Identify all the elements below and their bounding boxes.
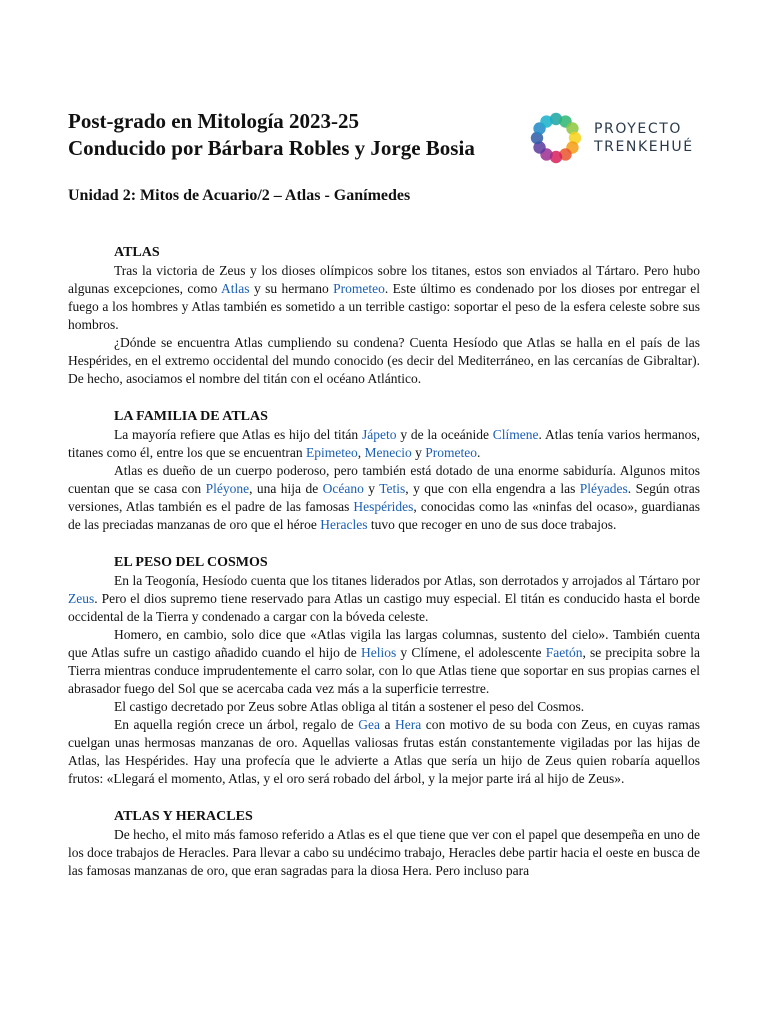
paragraph-text: . Según otras versiones, Atlas también es el padre de las famosas [68,481,700,514]
document-header [68,108,700,168]
section-heading: ATLAS [114,245,160,260]
logo-text-line-2: TRENKEHUÉ [594,139,694,155]
glossary-link[interactable]: Tetis [379,481,406,496]
paragraph [68,262,700,334]
paragraph-text: . [477,445,481,460]
paragraph-text: con motivo de su boda con Zeus, en cuyas ramas cuelgan unas hermosas manzanas de oro. Aquellas valiosas frutas están constantemente vigiladas por las hijas de Atlas, las Hespérides. Hay una profecía que le advierte a Atlas que sería un hijo de Zeus quien robaría aquellos frutos: «Llegará el momento, Atlas, y el oro será robado del árbol, y la mejor parte irá al hijo de Zeus». [68,717,700,786]
paragraph-text: a [379,717,395,732]
logo-text [594,120,694,156]
paragraph-text: , y que con ella engendra a las [405,481,580,496]
paragraph [68,334,700,388]
glossary-link[interactable]: Pléyades [579,481,628,496]
paragraph-text: , conocidas como las «ninfas del ocaso», guardianas de las preciadas manzanas de oro que el héroe [68,499,701,532]
title-line-1: Post-grado en Mitología 2023-25 [68,109,360,133]
section-heading: LA FAMILIA DE ATLAS [114,409,268,424]
glossary-link[interactable]: Prometeo [333,281,385,296]
glossary-link[interactable]: Hera [394,717,422,732]
paragraph-text: y [411,445,426,460]
section [68,408,700,534]
paragraph-text: y su hermano [249,281,334,296]
glossary-link[interactable]: Epimeteo [306,445,358,460]
logo-wheel-icon [528,110,584,166]
paragraph [68,716,700,788]
glossary-link[interactable]: Hespérides [353,499,414,514]
logo-dot [540,115,552,127]
paragraph-text: Tras la victoria de Zeus y los dioses olímpicos sobre los titanes, estos son enviados al Tártaro. Pero hubo algunas excepciones, como [68,263,700,296]
paragraph-text: De hecho, el mito más famoso referido a Atlas es el que tiene que ver con el papel que desempeña en uno de los doce trabajos de Heracles. Para llevar a cabo su undécimo trabajo, Heracles debe partir hacia el oeste en busca de las famosas manzanas de oro, que eran sagradas para la diosa Hera. Pero incluso para [68,827,700,878]
paragraph [68,462,700,534]
glossary-link[interactable]: Océano [322,481,364,496]
proyecto-trenkehue-logo [528,110,700,166]
logo-text-line-1: PROYECTO [594,121,682,137]
glossary-link[interactable]: Pléyone [205,481,250,496]
paragraph-text: y Clímene, el adolescente [396,645,546,660]
title-line-2: Conducido por Bárbara Robles y Jorge Bosia [68,136,475,160]
glossary-link[interactable]: Prometeo [425,445,478,460]
paragraph-text: , se precipita sobre la Tierra mientras conduce imprudentemente el carro solar, con lo que Atlas tiene que soportar en sus propias carnes el abrasador fuego del Sol que se acercaba cada vez más a la superficie terrestre. [68,645,700,696]
paragraph [68,626,700,698]
paragraph-text: tuvo que recoger en uno de sus doce trabajos. [367,517,617,532]
section-heading: EL PESO DEL COSMOS [114,555,268,570]
paragraph-text: . Atlas tenía varios hermanos, titanes como él, entre los que se encuentran [68,427,701,460]
paragraph-text: Homero, en cambio, solo dice que «Atlas vigila las largas columnas, sustento del cielo». También cuenta que Atlas sufre un castigo añadido cuando el hijo de [68,627,700,660]
document-page [68,108,700,900]
section [68,808,700,880]
glossary-link[interactable]: Clímene [492,427,539,442]
glossary-link[interactable]: Heracles [320,517,368,532]
paragraph-text: En aquella región crece un árbol, regalo de [114,717,359,732]
paragraph-text: Atlas es dueño de un cuerpo poderoso, pero también está dotado de una enorme sabiduría. Algunos mitos cuentan que se casa con [68,463,700,496]
paragraph-text: y [363,481,380,496]
glossary-link[interactable]: Helios [360,645,397,660]
section-heading: ATLAS Y HERACLES [114,809,253,824]
glossary-link[interactable]: Jápeto [362,427,397,442]
glossary-link[interactable]: Menecio [364,445,412,460]
section [68,554,700,788]
paragraph-text: , [357,445,365,460]
paragraph-text: El castigo decretado por Zeus sobre Atlas obliga al titán a sostener el peso del Cosmos. [114,699,585,714]
glossary-link[interactable]: Atlas [221,281,250,296]
paragraph [68,698,700,716]
paragraph-text: ¿Dónde se encuentra Atlas cumpliendo su condena? Cuenta Hesíodo que Atlas se halla en el país de las Hespérides, en el extremo occidental del mundo conocido (es decir del Mediterráneo, en las cercanías de Gibraltar). De hecho, asociamos el nombre del titán con el océano Atlántico. [68,335,700,386]
paragraph-text: . Este último es condenado por los dioses por entregar el fuego a los hombres y Atlas también es sometido a un terrible castigo: soportar el peso de la esfera celeste sobre sus hombros. [68,281,700,332]
paragraph-text: En la Teogonía, Hesíodo cuenta que los titanes liderados por Atlas, son derrotados y arrojados al Tártaro por [114,573,700,588]
glossary-link[interactable]: Gea [358,717,380,732]
paragraph [68,426,700,462]
sections [68,244,700,880]
paragraph [68,572,700,626]
paragraph-text: , una hija de [249,481,323,496]
paragraph [68,826,700,880]
paragraph-text: La mayoría refiere que Atlas es hijo del titán [114,427,362,442]
glossary-link[interactable]: Faetón [545,645,583,660]
glossary-link[interactable]: Zeus [68,591,95,606]
section [68,244,700,388]
paragraph-text: . Pero el dios supremo tiene reservado para Atlas un castigo muy especial. El titán es conducido hasta el borde occidental de la Tierra y condenado a cargar con la bóveda celeste. [68,591,700,624]
unit-title: Unidad 2: Mitos de Acuario/2 – Atlas - Ganímedes [68,187,411,204]
paragraph-text: y de la oceánide [396,427,493,442]
